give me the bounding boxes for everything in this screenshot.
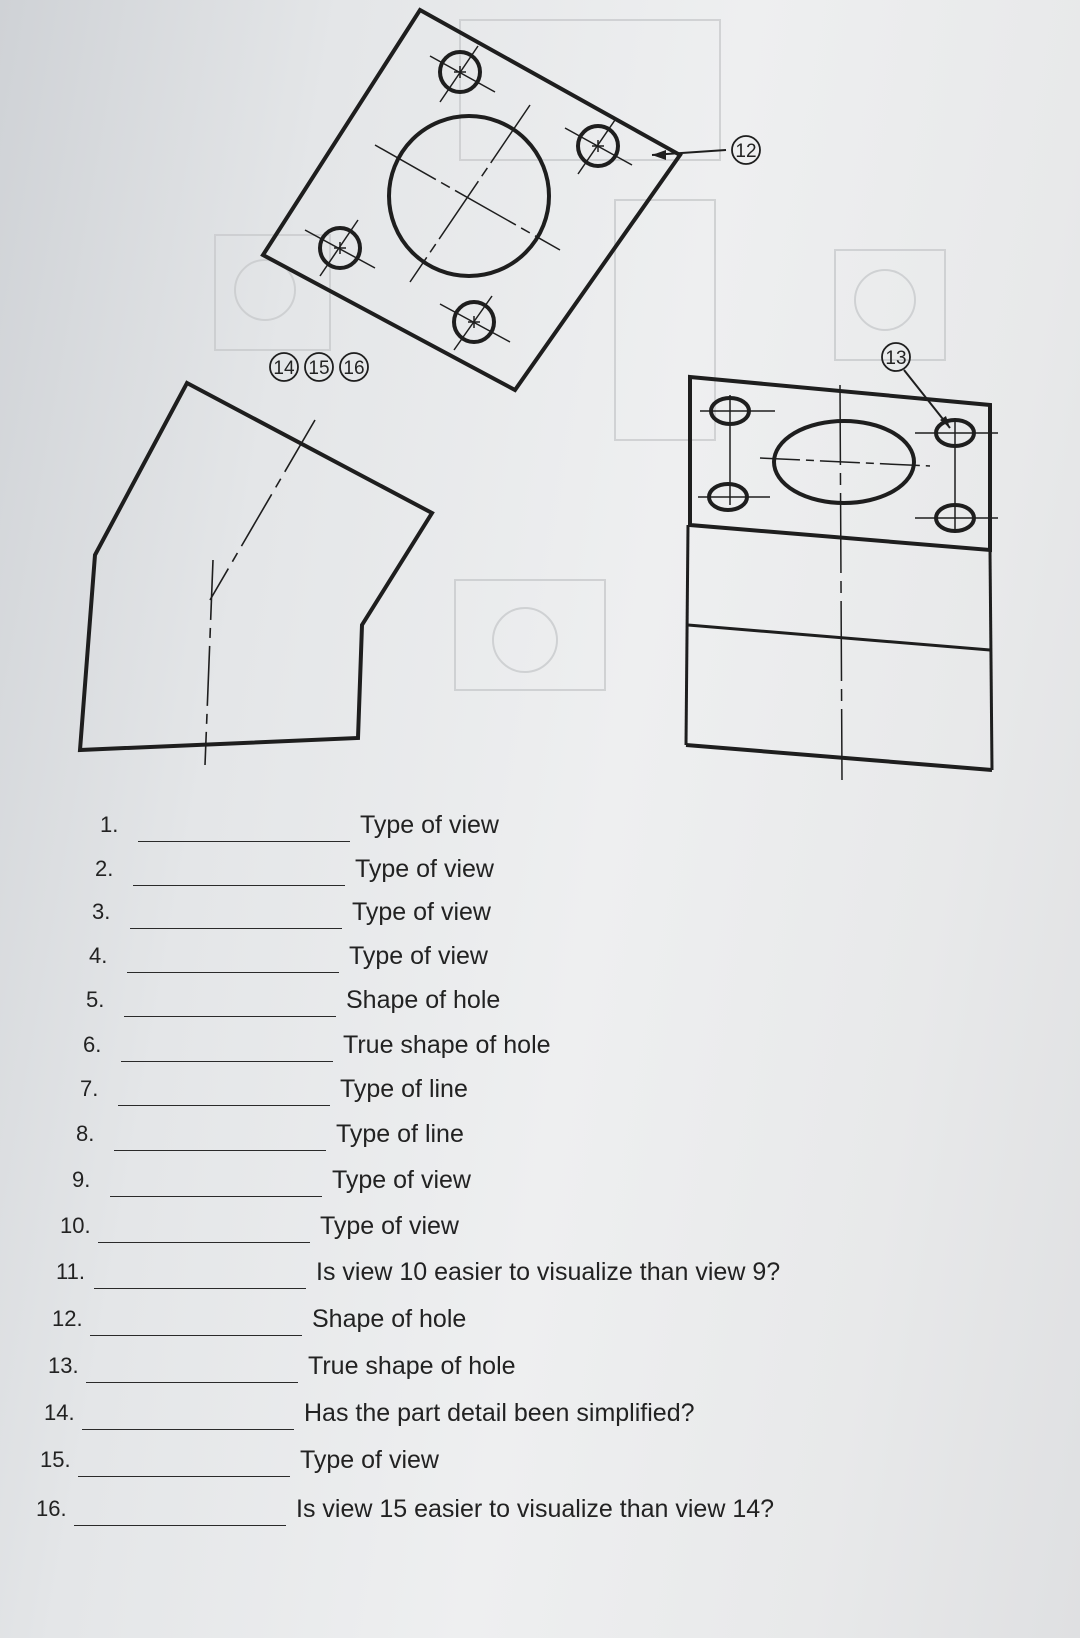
question-label: Type of view [360,811,499,839]
question-number: 6. [83,1032,102,1057]
question-number: 8. [76,1121,95,1146]
question-label: True shape of hole [308,1352,516,1380]
answer-blank-13[interactable] [86,1382,298,1383]
question-number: 2. [95,856,114,881]
question-label: Type of view [355,855,494,883]
question-number: 3. [92,899,111,924]
question-number: 13. [48,1353,79,1378]
question-label: Type of line [340,1075,468,1103]
answer-blank-10[interactable] [98,1242,310,1243]
side-view [686,377,998,780]
question-number: 16. [36,1496,67,1521]
answer-blank-4[interactable] [127,972,339,973]
answer-blank-5[interactable] [124,1016,336,1017]
question-number: 11. [56,1259,85,1284]
question-label: Type of view [352,898,491,926]
callout-16-label: 16 [343,358,365,379]
callout-15-label: 15 [308,358,330,379]
callout-14-label: 14 [273,358,295,379]
question-number: 5. [86,987,105,1012]
technical-drawing [0,0,1080,800]
question-number: 10. [60,1213,91,1238]
question-label: Type of view [349,942,488,970]
answer-blank-8[interactable] [114,1150,326,1151]
question-label: Shape of hole [312,1305,467,1333]
question-number: 15. [40,1447,71,1472]
answer-blank-16[interactable] [74,1525,286,1526]
question-label: Type of line [336,1120,464,1148]
answer-blank-11[interactable] [94,1288,306,1289]
question-label: Shape of hole [346,986,501,1014]
question-label: Type of view [320,1212,459,1240]
callout-13-label: 13 [885,348,907,369]
answer-blank-3[interactable] [130,928,342,929]
answer-blank-7[interactable] [118,1105,330,1106]
question-label: Has the part detail been simplified? [304,1399,695,1427]
callouts-14-15-16 [270,353,368,381]
answer-blank-14[interactable] [82,1429,294,1430]
answer-blank-1[interactable] [138,841,350,842]
question-number: 1. [100,812,119,837]
callout-13 [882,343,950,428]
front-view [80,383,432,765]
question-number: 7. [80,1076,99,1101]
answer-blank-9[interactable] [110,1196,322,1197]
question-label: Is view 15 easier to visualize than view 14? [296,1495,775,1523]
answer-blank-2[interactable] [133,885,345,886]
question-number: 9. [72,1167,91,1192]
answer-blank-15[interactable] [78,1476,290,1477]
question-label: Type of view [332,1166,471,1194]
question-number: 4. [89,943,108,968]
question-label: Is view 10 easier to visualize than view 9? [316,1258,781,1286]
question-number: 12. [52,1306,83,1331]
aux-hole-4 [440,296,510,350]
callout-12-label: 12 [735,141,757,162]
question-number: 14. [44,1400,75,1425]
question-label: Type of view [300,1446,439,1474]
answer-blank-12[interactable] [90,1335,302,1336]
question-label: True shape of hole [343,1031,551,1059]
front-view-outline [80,383,432,750]
aux-hole-1 [430,46,495,102]
answer-blank-6[interactable] [121,1061,333,1062]
